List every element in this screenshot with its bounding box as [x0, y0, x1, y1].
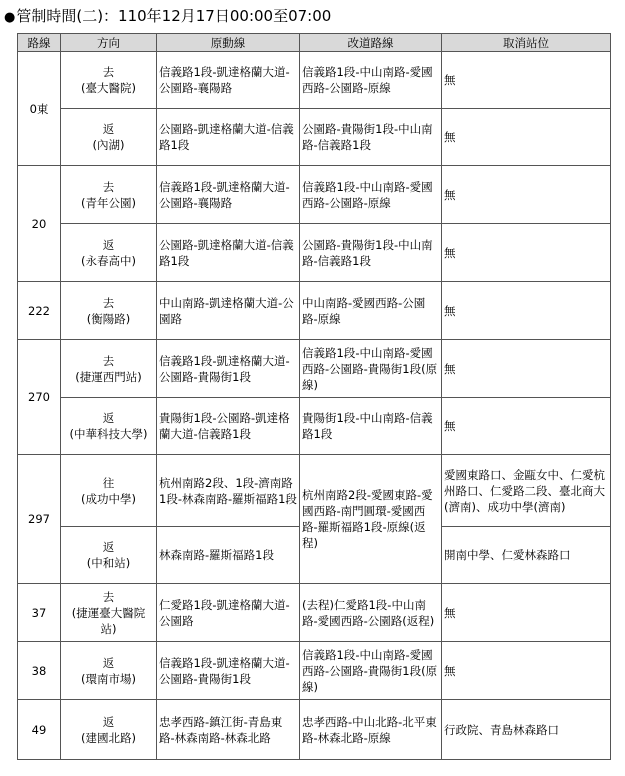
header-direction: 方向 — [61, 34, 157, 52]
direction-cell: 返 (環南市場) — [61, 642, 157, 700]
direction-cell: 去 (臺大醫院) — [61, 52, 157, 109]
original-route-cell: 忠孝西路-鎮江街-青島東路-林森南路-林森北路 — [157, 700, 300, 760]
direction-cell: 返 (永春高中) — [61, 224, 157, 282]
direction-cell: 返 (中華科技大學) — [61, 398, 157, 455]
control-time-heading: 管制時間(二)：110年12月17日00:00至07:00 — [16, 7, 332, 25]
cancelled-stops-cell: 行政院、青島林森路口 — [442, 700, 611, 760]
table-row — [18, 340, 611, 398]
route-number: 38 — [18, 642, 61, 700]
route-number: 49 — [18, 700, 61, 760]
header-route: 路線 — [18, 34, 61, 52]
original-route-cell: 信義路1段-凱達格蘭大道-公園路-貴陽街1段 — [157, 642, 300, 700]
route-number: 37 — [18, 584, 61, 642]
direction-cell: 去 (青年公園) — [61, 166, 157, 224]
route-number: 222 — [18, 282, 61, 340]
cancelled-stops-cell: 無 — [442, 340, 611, 398]
cancelled-stops-cell: 無 — [442, 109, 611, 166]
cancelled-stops-cell: 無 — [442, 398, 611, 455]
table-row — [18, 282, 611, 340]
table-header-row — [18, 34, 611, 52]
original-route-cell: 公園路-凱達格蘭大道-信義路1段 — [157, 224, 300, 282]
table-row — [18, 584, 611, 642]
cancelled-stops-cell: 開南中學、仁愛林森路口 — [442, 527, 611, 584]
original-route-cell: 貴陽街1段-公園路-凱達格蘭大道-信義路1段 — [157, 398, 300, 455]
header-cancelled-stops: 取消站位 — [442, 34, 611, 52]
table-row — [18, 455, 611, 527]
detour-route-cell: 信義路1段-中山南路-愛國西路-公園路-貴陽街1段(原線) — [300, 642, 442, 700]
route-number: 297 — [18, 455, 61, 584]
original-route-cell: 公園路-凱達格蘭大道-信義路1段 — [157, 109, 300, 166]
route-number: 20 — [18, 166, 61, 282]
route-number: 0東 — [18, 52, 61, 166]
detour-route-cell: 杭州南路2段-愛國東路-愛國西路-南門圓環-愛國西路-羅斯福路1段-原線(返程) — [300, 455, 442, 584]
detour-route-cell: 信義路1段-中山南路-愛國西路-公園路-貴陽街1段(原線) — [300, 340, 442, 398]
table-row — [18, 166, 611, 224]
cancelled-stops-cell: 無 — [442, 224, 611, 282]
detour-route-cell: 信義路1段-中山南路-愛國西路-公園路-原線 — [300, 52, 442, 109]
cancelled-stops-cell: 無 — [442, 642, 611, 700]
detour-route-cell: 信義路1段-中山南路-愛國西路-公園路-原線 — [300, 166, 442, 224]
original-route-cell: 信義路1段-凱達格蘭大道-公園路-襄陽路 — [157, 166, 300, 224]
cancelled-stops-cell: 愛國東路口、金甌女中、仁愛杭州路口、仁愛路二段、臺北商大(濟南)、成功中學(濟南) — [442, 455, 611, 527]
page-title — [4, 6, 331, 26]
bullet-icon: ● — [4, 10, 16, 25]
bus-detour-table — [17, 33, 611, 760]
direction-cell: 去 (衡陽路) — [61, 282, 157, 340]
detour-route-cell: 公園路-貴陽街1段-中山南路-信義路1段 — [300, 109, 442, 166]
direction-cell: 去 (捷運西門站) — [61, 340, 157, 398]
original-route-cell: 杭州南路2段、1段-濟南路1段-林森南路-羅斯福路1段 — [157, 455, 300, 527]
direction-cell: 返 (建國北路) — [61, 700, 157, 760]
detour-route-cell: 忠孝西路-中山北路-北平東路-林森北路-原線 — [300, 700, 442, 760]
table-row — [18, 109, 611, 166]
direction-cell: 去 (捷運臺大醫院 站) — [61, 584, 157, 642]
detour-route-cell: 貴陽街1段-中山南路-信義路1段 — [300, 398, 442, 455]
original-route-cell: 信義路1段-凱達格蘭大道-公園路-貴陽街1段 — [157, 340, 300, 398]
table-row — [18, 52, 611, 109]
detour-route-cell: (去程)仁愛路1段-中山南路-愛國西路-公園路(返程) — [300, 584, 442, 642]
table-row — [18, 398, 611, 455]
header-original-route: 原動線 — [157, 34, 300, 52]
original-route-cell: 信義路1段-凱達格蘭大道-公園路-襄陽路 — [157, 52, 300, 109]
header-detour-route: 改道路線 — [300, 34, 442, 52]
original-route-cell: 林森南路-羅斯福路1段 — [157, 527, 300, 584]
cancelled-stops-cell: 無 — [442, 52, 611, 109]
cancelled-stops-cell: 無 — [442, 166, 611, 224]
direction-cell: 返 (內湖) — [61, 109, 157, 166]
detour-route-cell: 公園路-貴陽街1段-中山南路-信義路1段 — [300, 224, 442, 282]
direction-cell: 往 (成功中學) — [61, 455, 157, 527]
route-number: 270 — [18, 340, 61, 455]
cancelled-stops-cell: 無 — [442, 584, 611, 642]
table-row — [18, 700, 611, 760]
original-route-cell: 中山南路-凱達格蘭大道-公園路 — [157, 282, 300, 340]
table-row — [18, 642, 611, 700]
cancelled-stops-cell: 無 — [442, 282, 611, 340]
original-route-cell: 仁愛路1段-凱達格蘭大道-公園路 — [157, 584, 300, 642]
direction-cell: 返 (中和站) — [61, 527, 157, 584]
table-row — [18, 224, 611, 282]
detour-route-cell: 中山南路-愛國西路-公園路-原線 — [300, 282, 442, 340]
